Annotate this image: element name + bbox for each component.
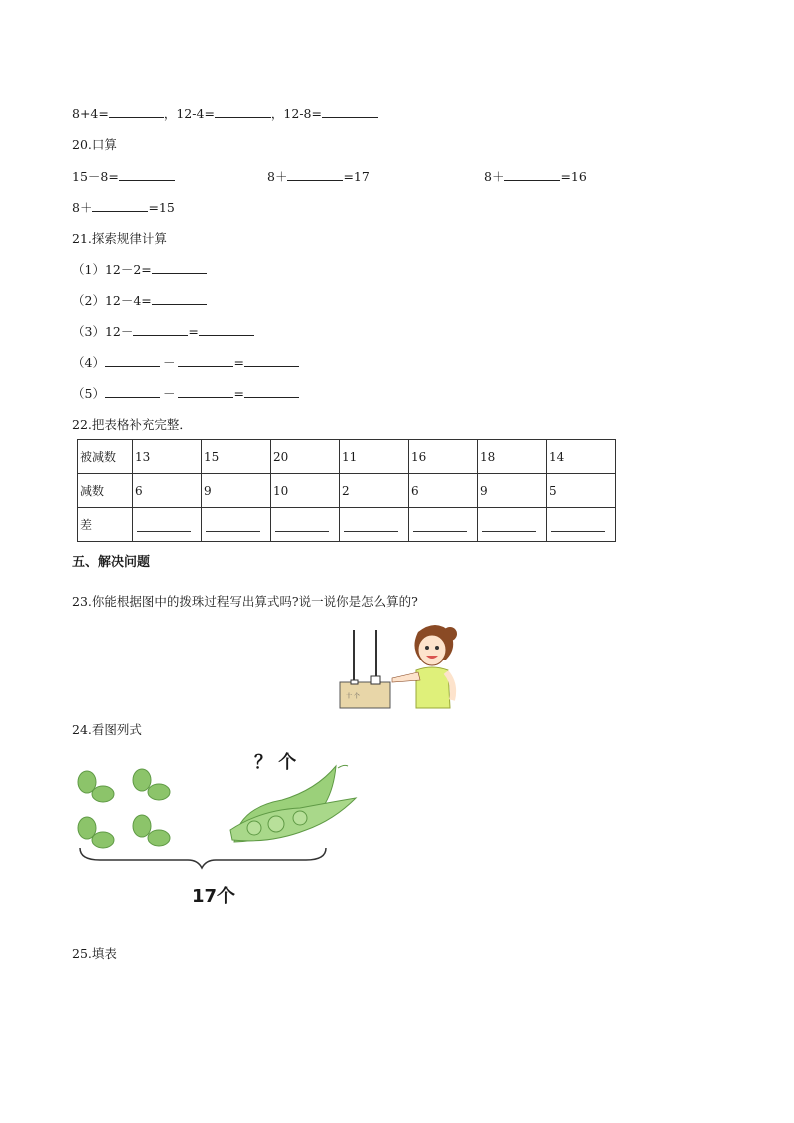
q24-title: 24.看图列式 xyxy=(72,722,142,737)
answer-blank[interactable] xyxy=(92,198,148,212)
table-cell: 15 xyxy=(202,440,271,474)
answer-cell[interactable] xyxy=(547,508,616,542)
answer-blank[interactable] xyxy=(244,384,299,398)
q21-expr-2: （2）12－4= xyxy=(72,293,152,308)
table-cell: 16 xyxy=(409,440,478,474)
answer-cell[interactable] xyxy=(409,508,478,542)
q20-row-1c xyxy=(484,167,587,185)
q21-expr-1: （1）12－2= xyxy=(72,262,152,277)
q20-expr-a: 15－8= xyxy=(72,169,119,184)
q21-equals: = xyxy=(233,386,244,401)
table-cell: 6 xyxy=(409,474,478,508)
answer-blank[interactable] xyxy=(178,384,233,398)
table-row-minuend xyxy=(78,440,616,474)
q20-expr-c-post: =16 xyxy=(560,169,587,184)
answer-blank[interactable] xyxy=(152,291,207,305)
q21-expr-3: （3）12－ xyxy=(72,324,134,339)
q21-row-5 xyxy=(72,384,299,402)
table-cell: 6 xyxy=(133,474,202,508)
row-label: 被减数 xyxy=(78,440,133,474)
table-cell: 2 xyxy=(340,474,409,508)
section-heading: 五、解决问题 xyxy=(72,555,151,570)
answer-blank[interactable] xyxy=(133,322,188,336)
answer-blank[interactable] xyxy=(287,167,343,181)
answer-cell[interactable] xyxy=(478,508,547,542)
answer-blank[interactable] xyxy=(152,260,207,274)
q21-minus: － xyxy=(162,386,176,401)
table-cell: 9 xyxy=(202,474,271,508)
answer-blank[interactable] xyxy=(504,167,560,181)
answer-blank[interactable] xyxy=(119,167,175,181)
table-cell: 9 xyxy=(478,474,547,508)
answer-blank[interactable] xyxy=(105,353,160,367)
table-cell: 11 xyxy=(340,440,409,474)
q20-row-1b xyxy=(267,167,370,185)
beans-illustration xyxy=(70,760,370,870)
subtraction-table xyxy=(77,439,616,542)
question-label: ？ 个 xyxy=(254,752,297,773)
q22-title: 22.把表格补充完整． xyxy=(72,417,192,432)
table-row-difference xyxy=(78,508,616,542)
table-cell: 14 xyxy=(547,440,616,474)
q21-label-5: （5） xyxy=(72,386,105,401)
answer-cell[interactable] xyxy=(340,508,409,542)
table-cell: 13 xyxy=(133,440,202,474)
row-label: 减数 xyxy=(78,474,133,508)
row-label: 差 xyxy=(78,508,133,542)
table-cell: 20 xyxy=(271,440,340,474)
q25-title: 25.填表 xyxy=(72,946,117,961)
q20-title: 20.口算 xyxy=(72,137,117,152)
answer-blank[interactable] xyxy=(109,104,164,118)
q19-expr-1: 8+4= xyxy=(72,106,109,121)
table-cell: 5 xyxy=(547,474,616,508)
q20-expr-d-post: =15 xyxy=(148,200,175,215)
q23-title: 23.你能根据图中的拨珠过程写出算式吗?说一说你是怎么算的? xyxy=(72,594,418,609)
answer-cell[interactable] xyxy=(133,508,202,542)
q21-label-4: （4） xyxy=(72,355,105,370)
q20-expr-b-pre: 8＋ xyxy=(267,169,288,184)
answer-cell[interactable] xyxy=(271,508,340,542)
answer-blank[interactable] xyxy=(199,322,254,336)
answer-blank[interactable] xyxy=(178,353,233,367)
q21-title: 21.探索规律计算 xyxy=(72,231,167,246)
q20-row-2 xyxy=(72,198,175,216)
svg-text:十 个: 十 个 xyxy=(346,693,360,700)
q19-expr-2: ，12-4= xyxy=(163,106,215,121)
q21-equals: = xyxy=(188,324,199,339)
table-row-subtrahend xyxy=(78,474,616,508)
q21-equals: = xyxy=(233,355,244,370)
q20-row-1 xyxy=(72,167,175,185)
q21-row-1 xyxy=(72,260,207,278)
q19-line xyxy=(72,104,378,122)
answer-blank[interactable] xyxy=(244,353,299,367)
q21-row-4 xyxy=(72,353,299,371)
answer-blank[interactable] xyxy=(105,384,160,398)
total-label: 17个 xyxy=(192,886,236,907)
q21-minus: － xyxy=(162,355,176,370)
q20-expr-d-pre: 8＋ xyxy=(72,200,93,215)
answer-cell[interactable] xyxy=(202,508,271,542)
answer-blank[interactable] xyxy=(322,104,378,118)
table-cell: 18 xyxy=(478,440,547,474)
girl-abacus-illustration xyxy=(338,620,458,710)
q20-expr-c-pre: 8＋ xyxy=(484,169,505,184)
q19-expr-3: ，12-8= xyxy=(270,106,322,121)
q20-expr-b-post: =17 xyxy=(343,169,370,184)
q21-row-2 xyxy=(72,291,207,309)
table-cell: 10 xyxy=(271,474,340,508)
q21-row-3 xyxy=(72,322,254,340)
answer-blank[interactable] xyxy=(215,104,271,118)
